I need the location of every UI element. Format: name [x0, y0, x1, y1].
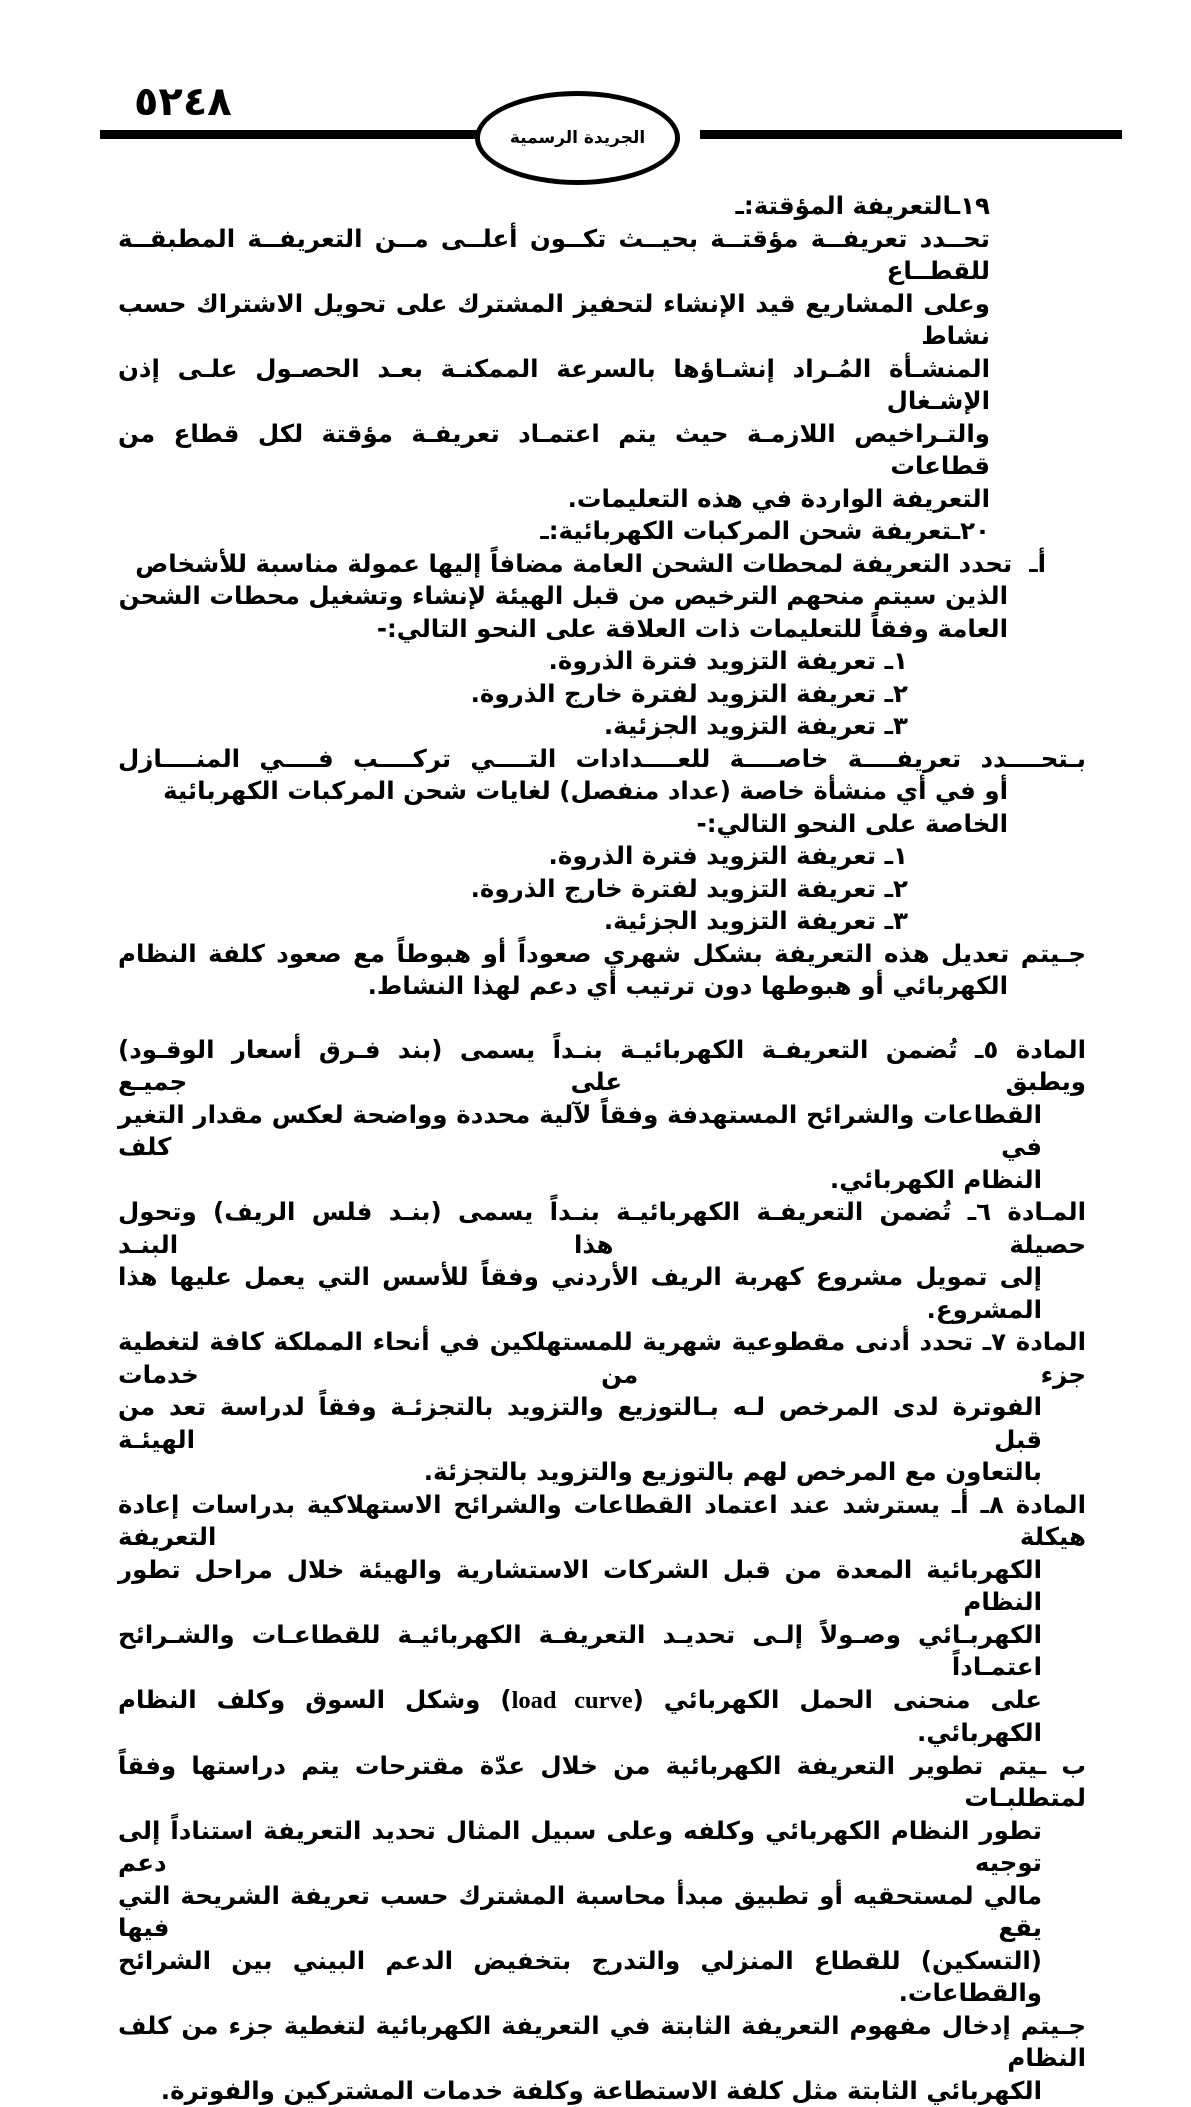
article-8-line-1 [118, 1489, 1086, 1554]
article-5-text-1: تُضمن التعريفـة الكهربائيـة بنـداً يسمى (بند فـرق أسعار الوقـود) ويطبق على جميـع [118, 1035, 1086, 1097]
item-20-para-b-line-3: الخاصة على النحو التالي:- [118, 808, 1086, 841]
article-8-para-c-line-2: الكهربائي الثابتة مثل كلفة الاستطاعة وكلفة خدمات المشتركين والفوترة. [118, 2075, 1086, 2107]
article-5-label: المادة ٥ـ [975, 1035, 1086, 1064]
item-20-para-a-marker: أـ [1029, 549, 1046, 578]
item-19-line-3: المنشـأة المُـراد إنشـاؤها بالسرعة الممكنـة بعـد الحصـول علـى إذن الإشـغال [118, 353, 1086, 418]
article-8-para-b-line-3: مالي لمستحقيه أو تطبيق مبدأ محاسبة المشترك حسب تعريفة الشريحة التي يقع فيها [118, 1880, 1086, 1945]
item-20-para-a-line-3: العامة وفقاً للتعليمات ذات العلاقة على النحو التالي:- [118, 613, 1086, 646]
item-19-heading: ١٩ـالتعريفة المؤقتة:ـ [118, 190, 1086, 223]
article-7-text-1: تحدد أدنى مقطوعية شهرية للمستهلكين في أنحاء المملكة كافة لتغطية جزء من خدمات [118, 1327, 1086, 1389]
article-6-line-1 [118, 1196, 1086, 1261]
item-20-para-c-line-2: الكهربائي أو هبوطها دون ترتيب أي دعم لهذا النشاط. [118, 970, 1086, 1003]
article-8-para-b-marker: ب ـ [1038, 1751, 1086, 1780]
item-20-para-b-line-2: أو في أي منشأة خاصة (عداد منفصل) لغايات شحن المركبات الكهربائية [118, 775, 1086, 808]
article-8-para-b-text-1: يتم تطوير التعريفة الكهربائية من خلال عدّة مقترحات يتم دراستها وفقاً لمتطلبـات [118, 1751, 1086, 1813]
article-8-label: المادة ٨ـ [981, 1490, 1087, 1519]
article-7-label: المادة ٧ـ [983, 1327, 1086, 1356]
article-5-line-1 [118, 1034, 1086, 1099]
section-spacer [118, 1003, 1086, 1034]
item-19-line-1: تحــدد تعريفــة مؤقتــة بحيــث تكــون أعلــى مــن التعريفــة المطبقــة للقطــاع [118, 223, 1086, 288]
item-20-para-c-line-1 [118, 938, 1086, 971]
page-number: ٥٢٤٨ [134, 82, 232, 122]
article-8-para-a-line-2: الكهربائية المعدة من قبل الشركات الاستشارية والهيئة خلال مراحل تطور النظام [118, 1554, 1086, 1619]
item-20-para-b-num-2: ٢ـ تعريفة التزويد لفترة خارج الذروة. [118, 873, 1086, 906]
article-8-para-a-line-4-post: ) وشكل السوق وكلف النظام الكهربائي. [118, 1685, 1042, 1748]
article-6-line-2: إلى تمويل مشروع كهربة الريف الأردني وفقاً للأسس التي يعمل عليها هذا المشروع. [118, 1261, 1086, 1326]
article-5-line-2: القطاعات والشرائح المستهدفة وفقاً لآلية محددة وواضحة لعكس مقدار التغير في كلف [118, 1099, 1086, 1164]
item-20-para-c-text-1: يتم تعديل هذه التعريفة بشكل شهري صعوداً أو هبوطاً مع صعود كلفة النظام [118, 939, 1060, 968]
article-6-text-1: تُضمن التعريفـة الكهربائيـة بنـداً يسمى (بنـد فلس الريف) وتحول حصيلة هذا البنـد [118, 1197, 1086, 1259]
load-curve-term: load curve [512, 1687, 633, 1714]
item-20-para-a-num-1: ١ـ تعريفة التزويد فترة الذروة. [118, 645, 1086, 678]
article-7-line-1 [118, 1326, 1086, 1391]
article-8-para-a-line-4 [118, 1684, 1086, 1750]
article-6-label: المـادة ٦ـ [968, 1197, 1086, 1226]
item-20-para-c-marker: جـ [1060, 939, 1086, 968]
header-rule-left [100, 130, 520, 139]
item-19-line-4: والتـراخيص اللازمـة حيث يتم اعتمـاد تعريفـة مؤقتة لكل قطاع من قطاعات [118, 418, 1086, 483]
article-8-para-b-line-2: تطور النظام الكهربائي وكلفه وعلى سبيل المثال تحديد التعريفة استناداً إلى توجيه دعم [118, 1815, 1086, 1880]
item-20-para-a-line-2: الذين سيتم منحهم الترخيص من قبل الهيئة لإنشاء وتشغيل محطات الشحن [118, 580, 1086, 613]
item-20-para-b-num-1: ١ـ تعريفة التزويد فترة الذروة. [118, 840, 1086, 873]
item-20-para-b-text-1: تحــــدد تعريفــــة خاصــــة للعــــدادات التــــي تركــــب فــــي المنــــازل [118, 744, 1068, 773]
article-8-para-a-line-3: الكهربـائي وصـولاً إلـى تحديـد التعريفـة الكهربائيـة للقطاعـات والشـرائح اعتمـاداً [118, 1619, 1086, 1684]
page-header [100, 86, 1122, 158]
document-body [118, 190, 1086, 2107]
article-8-para-b-line-1 [118, 1750, 1086, 1815]
article-8-para-a-line-4-pre: على منحنى الحمل الكهربائي ( [633, 1685, 1042, 1714]
item-20-para-b-line-1 [118, 743, 1086, 776]
article-8-para-c-marker: جـ [1060, 2011, 1086, 2040]
item-20-para-b-marker: بـ [1068, 744, 1086, 773]
article-8-para-c-text-1: يتم إدخال مفهوم التعريفة الثابتة في التعريفة الكهربائية لتغطية جزء من كلف النظام [118, 2011, 1086, 2073]
item-19-line-2: وعلى المشاريع قيد الإنشاء لتحفيز المشترك على تحويل الاشتراك حسب نشاط [118, 288, 1086, 353]
item-20-para-a-text-1: تحدد التعريفة لمحطات الشحن العامة مضافاً إليها عمولة مناسبة للأشخاص [135, 549, 1012, 578]
item-20-para-a-line-1 [118, 548, 1086, 581]
item-20-para-a-num-3: ٣ـ تعريفة التزويد الجزئية. [118, 710, 1086, 743]
item-20-para-a-num-2: ٢ـ تعريفة التزويد لفترة خارج الذروة. [118, 678, 1086, 711]
article-7-line-2: الفوترة لدى المرخص لـه بـالتوزيع والتزويد بالتجزئـة وفقاً لدراسة تعد من قبل الهيئـة [118, 1391, 1086, 1456]
article-8-para-b-line-4: (التسكين) للقطاع المنزلي والتدرج بتخفيض الدعم البيني بين الشرائح والقطاعات. [118, 1945, 1086, 2010]
item-20-para-b-num-3: ٣ـ تعريفة التزويد الجزئية. [118, 905, 1086, 938]
article-5-line-3: النظام الكهربائي. [118, 1164, 1086, 1197]
item-19-line-5: التعريفة الواردة في هذه التعليمات. [118, 483, 1086, 516]
gazette-title-badge [475, 91, 680, 185]
article-7-line-3: بالتعاون مع المرخص لهم بالتوزيع والتزويد بالتجزئة. [118, 1456, 1086, 1489]
article-8-para-a-text-1: يسترشد عند اعتماد القطاعات والشرائح الاستهلاكية بدراسات إعادة هيكلة التعريفة [118, 1490, 1086, 1552]
article-8-para-c-line-1 [118, 2010, 1086, 2075]
item-20-heading: ٢٠ـتعريفة شحن المركبات الكهربائية:ـ [118, 515, 1086, 548]
article-8-para-a-marker: أـ [952, 1490, 969, 1519]
header-rule-right [700, 130, 1122, 139]
gazette-title-label: الجريدة الرسمية [510, 128, 645, 148]
